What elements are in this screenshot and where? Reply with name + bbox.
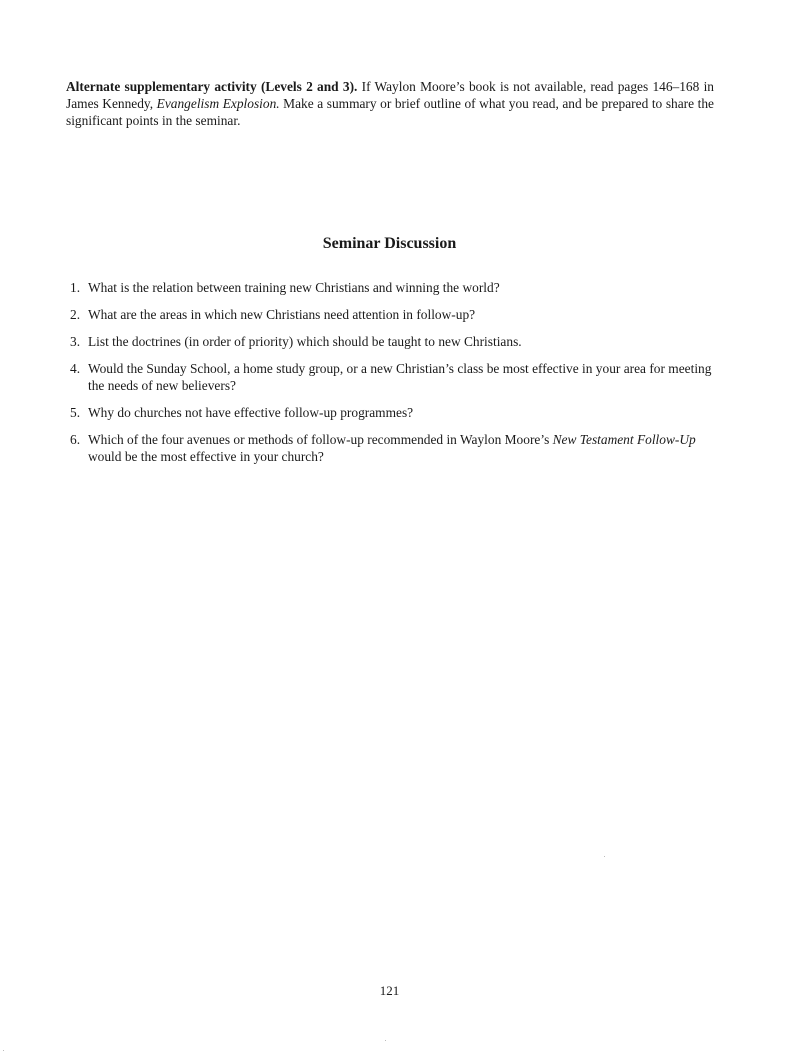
question-text: What is the relation between training new Christians and winning the world? [88, 280, 500, 295]
question-number: 1. [70, 280, 81, 295]
supplementary-text-before-title: If Waylon Moore’s book is not available, read pages 146–168 in James Kennedy, [66, 79, 714, 111]
page-number: 121 [379, 983, 400, 998]
question-text: List the doctrines (in order of priority) which should be taught to new Christians. [88, 334, 522, 349]
question-text: Why do churches not have effective follow-up programmes? [88, 405, 414, 420]
seminar-question [70, 431, 715, 465]
seminar-discussion-heading: Seminar Discussion [322, 235, 457, 252]
scan-speck [604, 856, 605, 857]
seminar-question [70, 306, 715, 323]
question-number: 4. [70, 361, 81, 376]
question-text [88, 432, 696, 464]
question-number: 2. [70, 307, 81, 322]
supplementary-book-title: Evangelism Explosion. [156, 96, 280, 111]
question-text-after-title: would be the most effective in your church? [88, 449, 324, 464]
supplementary-activity-paragraph [66, 78, 714, 129]
question-text: What are the areas in which new Christians need attention in follow-up? [88, 307, 476, 322]
question-number: 3. [70, 334, 81, 349]
supplementary-text-after-title: Make a summary or brief outline of what you read, and be prepared to share the significant points in the seminar. [66, 96, 714, 128]
seminar-question [70, 333, 715, 350]
scan-speck [385, 1040, 386, 1041]
seminar-question [70, 404, 715, 421]
question-number: 5. [70, 405, 81, 420]
question-number: 6. [70, 432, 81, 447]
scan-speck [3, 1050, 4, 1051]
seminar-question-list [70, 279, 715, 475]
seminar-question [70, 360, 715, 394]
question-text: Would the Sunday School, a home study group, or a new Christian’s class be most effective in your area for meeting the needs of new believers? [88, 361, 712, 393]
question-text-before-title: Which of the four avenues or methods of follow-up recommended in Waylon Moore’s [88, 432, 553, 447]
seminar-question [70, 279, 715, 296]
supplementary-activity-lead: Alternate supplementary activity (Levels 2 and 3). [66, 79, 358, 94]
question-book-title: New Testament Follow-Up [552, 432, 696, 447]
